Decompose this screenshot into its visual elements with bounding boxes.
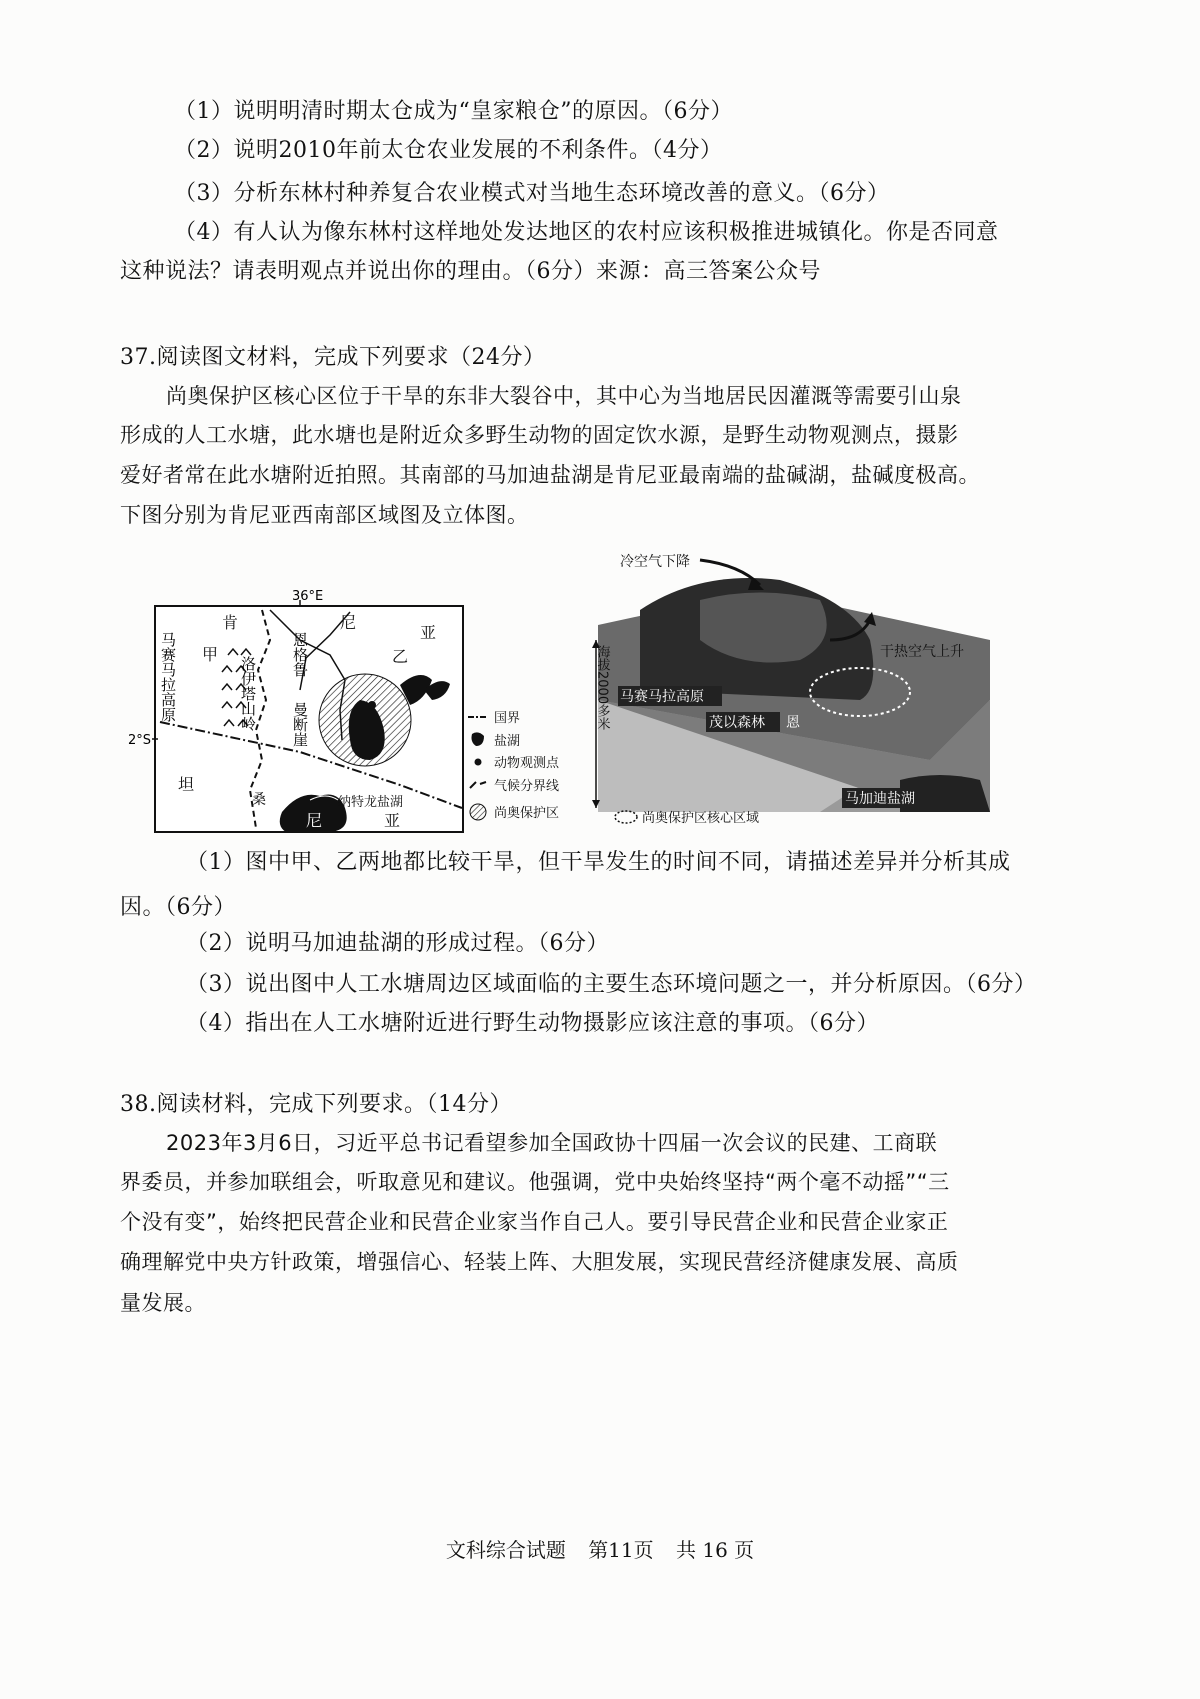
q36-part-3: （3）分析东林村种养复合农业模式对当地生态环境改善的意义。（6分） bbox=[174, 181, 890, 206]
q38-material-line: 个没有变”，始终把民营企业和民营企业家当作自己人。要引导民营企业和民营企业家正 bbox=[120, 1210, 949, 1234]
q38-material-line: 确理解党中央方针政策，增强信心、轻装上阵、大胆发展，实现民营经济健康发展、高质 bbox=[120, 1250, 959, 1274]
block-label-altitude: 海拔2000多米 bbox=[594, 645, 610, 731]
q38-heading: 38.阅读材料，完成下列要求。（14分） bbox=[120, 1092, 512, 1117]
footer-total: 共 16 页 bbox=[676, 1538, 755, 1562]
legend-item: 气候分界线 bbox=[494, 779, 560, 794]
map-label: 尼 bbox=[306, 811, 323, 830]
q37-material-line: 爱好者常在此水塘附近拍照。其南部的马加迪盐湖是肯尼亚最南端的盐碱湖，盐碱度极高。 bbox=[120, 463, 980, 487]
map-label: 甲 bbox=[202, 645, 219, 664]
q37-material-line: 尚奥保护区核心区位于干旱的东非大裂谷中，其中心为当地居民因灌溉等需要引山泉 bbox=[166, 384, 962, 408]
vertical-label-masai: 马赛马拉高原 bbox=[159, 632, 177, 722]
q38-material-line: 2023年3月6日，习近平总书记看望参加全国政协十四届一次会议的民建、工商联 bbox=[166, 1131, 938, 1155]
q37-part-1-cont: 因。（6分） bbox=[120, 895, 236, 920]
block-label-masai: 马赛马拉高原 bbox=[620, 689, 704, 705]
q37-heading: 37.阅读图文材料，完成下列要求（24分） bbox=[120, 345, 546, 370]
map-label: 亚 bbox=[384, 811, 401, 830]
figure-area bbox=[0, 540, 1200, 840]
block-diagram bbox=[592, 553, 990, 826]
q37-part-1: （1）图中甲、乙两地都比较干旱，但干旱发生的时间不同，请描述差异并分析其成 bbox=[186, 850, 1011, 875]
q37-material-line: 下图分别为肯尼亚西南部区域图及立体图。 bbox=[120, 503, 529, 527]
map-label: 坦 bbox=[178, 775, 195, 794]
regional-map bbox=[128, 589, 463, 832]
q36-part-1: （1）说明明清时期太仓成为“皇家粮仓”的原因。（6分） bbox=[174, 99, 733, 124]
q36-part-4: （4）有人认为像东林村这样地处发达地区的农村应该积极推进城镇化。你是否同意 bbox=[174, 220, 999, 245]
q36-part-2: （2）说明2010年前太仓农业发展的不利条件。（4分） bbox=[174, 138, 723, 163]
vertical-label-enger: 恩格鲁 bbox=[291, 632, 309, 677]
map-label: 亚 bbox=[420, 623, 437, 642]
map-label: 尼 bbox=[340, 613, 357, 632]
legend-item: 尚奥保护区 bbox=[494, 806, 560, 821]
longitude-label: 36°E bbox=[292, 589, 324, 604]
latitude-label: 2°S bbox=[128, 733, 152, 748]
legend-item: 盐湖 bbox=[494, 734, 521, 749]
map-label: 肯 bbox=[222, 613, 239, 632]
block-legend-core: 尚奥保护区核心区域 bbox=[642, 811, 760, 826]
map-legend bbox=[468, 711, 560, 821]
observation-point bbox=[368, 701, 376, 709]
block-label-forest: 茂以森林 bbox=[709, 715, 765, 731]
map-label: 纳特龙盐湖 bbox=[338, 795, 404, 810]
q37-part-2: （2）说明马加迪盐湖的形成过程。（6分） bbox=[186, 931, 609, 956]
q37-part-4: （4）指出在人工水塘附近进行野生动物摄影应该注意的事项。（6分） bbox=[186, 1011, 879, 1036]
block-label-en: 恩 bbox=[786, 715, 800, 731]
footer-subject: 文科综合试题 bbox=[445, 1538, 566, 1562]
legend-item: 国界 bbox=[494, 711, 521, 726]
block-label-magadi: 马加迪盐湖 bbox=[845, 791, 915, 807]
q37-part-3: （3）说出图中人工水塘周边区域面临的主要生态环境问题之一，并分析原因。（6分） bbox=[186, 972, 1037, 997]
q37-material-line: 形成的人工水塘，此水塘也是附近众多野生动物的固定饮水源，是野生动物观测点，摄影 bbox=[120, 423, 959, 447]
vertical-label-mandu: 曼断崖 bbox=[291, 702, 309, 747]
q38-material-line: 界委员，并参加联组会，听取意见和建议。他强调，党中央始终坚持“两个毫不动摇”“三 bbox=[120, 1170, 950, 1194]
page-footer bbox=[0, 1534, 1200, 1563]
footer-page: 第11页 bbox=[588, 1538, 654, 1562]
legend-item: 动物观测点 bbox=[494, 756, 560, 771]
q36-part-4-cont: 这种说法？请表明观点并说出你的理由。（6分）来源：高三答案公众号 bbox=[120, 259, 821, 284]
map-label: 桑 bbox=[252, 792, 266, 808]
vertical-label-loita: 洛伊塔山岭 bbox=[239, 656, 257, 731]
map-label: 乙 bbox=[392, 647, 409, 666]
q38-material-line: 量发展。 bbox=[120, 1291, 206, 1315]
block-label-cold-air: 冷空气下降 bbox=[620, 554, 690, 570]
block-label-hot-air: 干热空气上升 bbox=[880, 644, 964, 660]
